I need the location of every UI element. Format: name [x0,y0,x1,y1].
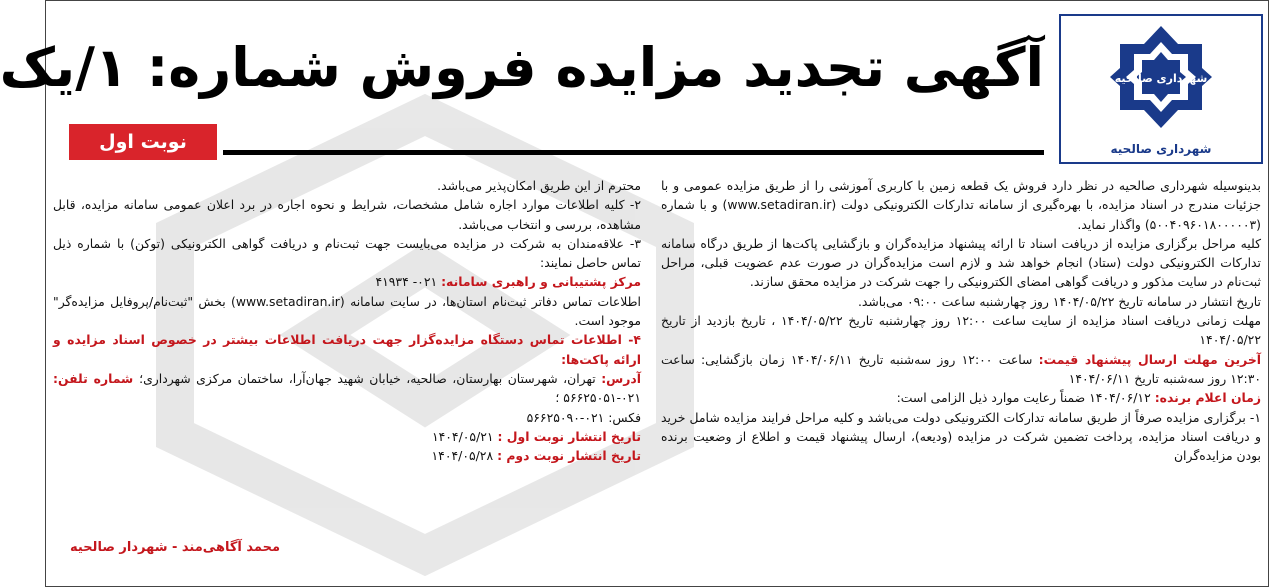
publish-second-label: تاریخ انتشار نوبت دوم : [497,448,641,464]
intro-paragraph [661,176,1261,234]
header-divider [223,150,1044,155]
contact-heading: ۴- اطلاعات تماس دستگاه مزایده‌گزار جهت دریافت اطلاعات بیشتر در خصوص اسناد مزایده و ارائه پاکت‌ها: [53,332,641,367]
notice-body-left [53,176,641,465]
phone-label: شماره تلفن: [53,370,140,386]
address-label: آدرس: [601,370,642,386]
winner-paragraph [661,388,1261,407]
support-center-line [53,272,641,291]
setad-website-link-2[interactable]: www.setadiran.ir [235,293,340,309]
offices-text: اطلاعات تماس دفاتر ثبت‌نام استان‌ها، در سایت سامانه ( [339,293,641,309]
signature: محمد آگاهی‌مند - شهردار صالحیه [70,540,281,555]
notice-round-badge: نوبت اول [69,124,217,160]
intro-text: بدینوسیله شهرداری صالحیه در نظر دارد فروش یک قطعه زمین با کاربری آموزشی را از طریق مزایده عمومی و با جزئیات مندرج در اسناد مزایده، با بهره‌گیری از سامانه تدارکات الکترونیکی دولت ( [661,178,1261,213]
phone-value: ۰۲۱-۵۶۶۲۵۰۵۱ ؛ [555,390,641,406]
intro-text-end: ) و با شماره (۵۰۰۴۰۹۶۰۱۸۰۰۰۰۰۳) واگذار نماید. [661,197,1261,232]
document-deadline-paragraph: مهلت زمانی دریافت اسناد مزایده از سایت ساعت ۱۲:۰۰ روز چهارشنبه تاریخ ۱۴۰۴/۰۵/۲۲ ، تاریخ بازدید از تاریخ ۱۴۰۴/۰۵/۲۲ [661,313,1262,348]
logo-caption: شهرداری صالحیه [1110,142,1212,156]
fax-line: فکس: ۰۲۱-۵۶۶۲۵۰۹۰ [526,409,641,425]
continuation-line: محترم از این طریق امکان‌پذیر می‌باشد. [437,178,641,193]
winner-label: زمان اعلام برنده: [1154,390,1261,406]
publish-second-date: ۱۴۰۴/۰۵/۲۸ [431,448,498,464]
publish-first-line [53,427,641,446]
registration-offices-paragraph [53,292,641,331]
bid-deadline-paragraph [661,350,1261,389]
logo [1059,14,1263,164]
publish-date-paragraph: تاریخ انتشار در سامانه تاریخ ۱۴۰۴/۰۵/۲۲ روز چهارشنبه ساعت ۰۹:۰۰ می‌باشد. [857,293,1261,309]
page-title: آگهی تجدید مزایده فروش شماره: ۱/یک [0,36,1044,99]
support-center-label: مرکز پشتیبانی و راهبری سامانه: [441,274,641,290]
support-center-phone: ۰۲۱- ۴۱۹۳۴ [375,274,442,290]
bid-deadline-value: ساعت ۱۲:۰۰ روز سه‌شنبه تاریخ ۱۴۰۴/۰۶/۱۱ زمان بازگشایی: ساعت ۱۲:۳۰ روز سه‌شنبه تاریخ ۱۴۰۴/۰۶/۱۱ [661,351,1261,386]
condition-item-3: ۳- علاقه‌مندان به شرکت در مزایده می‌بایست جهت ثبت‌نام و دریافت گواهی الکترونیکی (توکن) با شماره ذیل تماس حاصل نمایند: [53,235,641,271]
offices-text-end: ) بخش "ثبت‌نام/پروفایل مزایده‌گر" موجود است. [53,293,641,329]
municipality-emblem-icon [1106,22,1216,132]
setad-website-link[interactable]: www.setadiran.ir [727,197,832,213]
bid-deadline-label: آخرین مهلت ارسال پیشنهاد قیمت: [1038,351,1261,367]
notice-body-right [661,176,1261,465]
winner-value: ۱۴۰۴/۰۶/۱۲ ضمناً رعایت موارد ذیل الزامی است: [896,390,1155,406]
publish-first-label: تاریخ انتشار نوبت اول : [497,428,641,444]
publish-second-line [53,446,641,465]
emblem-text: شهرداری صالحیه [1114,72,1208,85]
address-line [53,369,641,408]
condition-item-2: ۲- کلیه اطلاعات موارد اجاره شامل مشخصات، شرایط و نحوه اجاره در برد اعلان عمومی سامانه مزایده، قابل مشاهده، بررسی و انتخاب می‌باشد. [53,197,641,232]
condition-item-1: ۱- برگزاری مزایده صرفاً از طریق سامانه تدارکات الکترونیکی دولت می‌باشد و کلیه مراحل فرایند مزایده شامل خرید و دریافت اسناد مزایده، پرداخت تضمین شرکت در مزایده (ودیعه)، ارسال پیشنهاد قیمت و اطلاع از وضعیت برنده بودن مزایده‌گران [661,409,1261,464]
process-paragraph: کلیه مراحل برگزاری مزایده از دریافت اسناد تا ارائه پیشنهاد مزایده‌گران و بازگشایی پاکت‌ها از طریق درگاه سامانه تدارکات الکترونیکی دولت (ستاد) انجام خواهد شد و لازم است مزایده‌گران در صورت عدم عضویت قبلی، مراحل ثبت‌نام در سایت مذکور و دریافت گواهی امضای الکترونیکی را جهت شرکت در مزایده محقق سازند. [661,235,1261,290]
publish-first-date: ۱۴۰۴/۰۵/۲۱ [431,428,498,444]
address-value: تهران، شهرستان بهارستان، صالحیه، خیابان شهید جهان‌آرا، ساختمان مرکزی شهرداری؛ [139,370,602,386]
